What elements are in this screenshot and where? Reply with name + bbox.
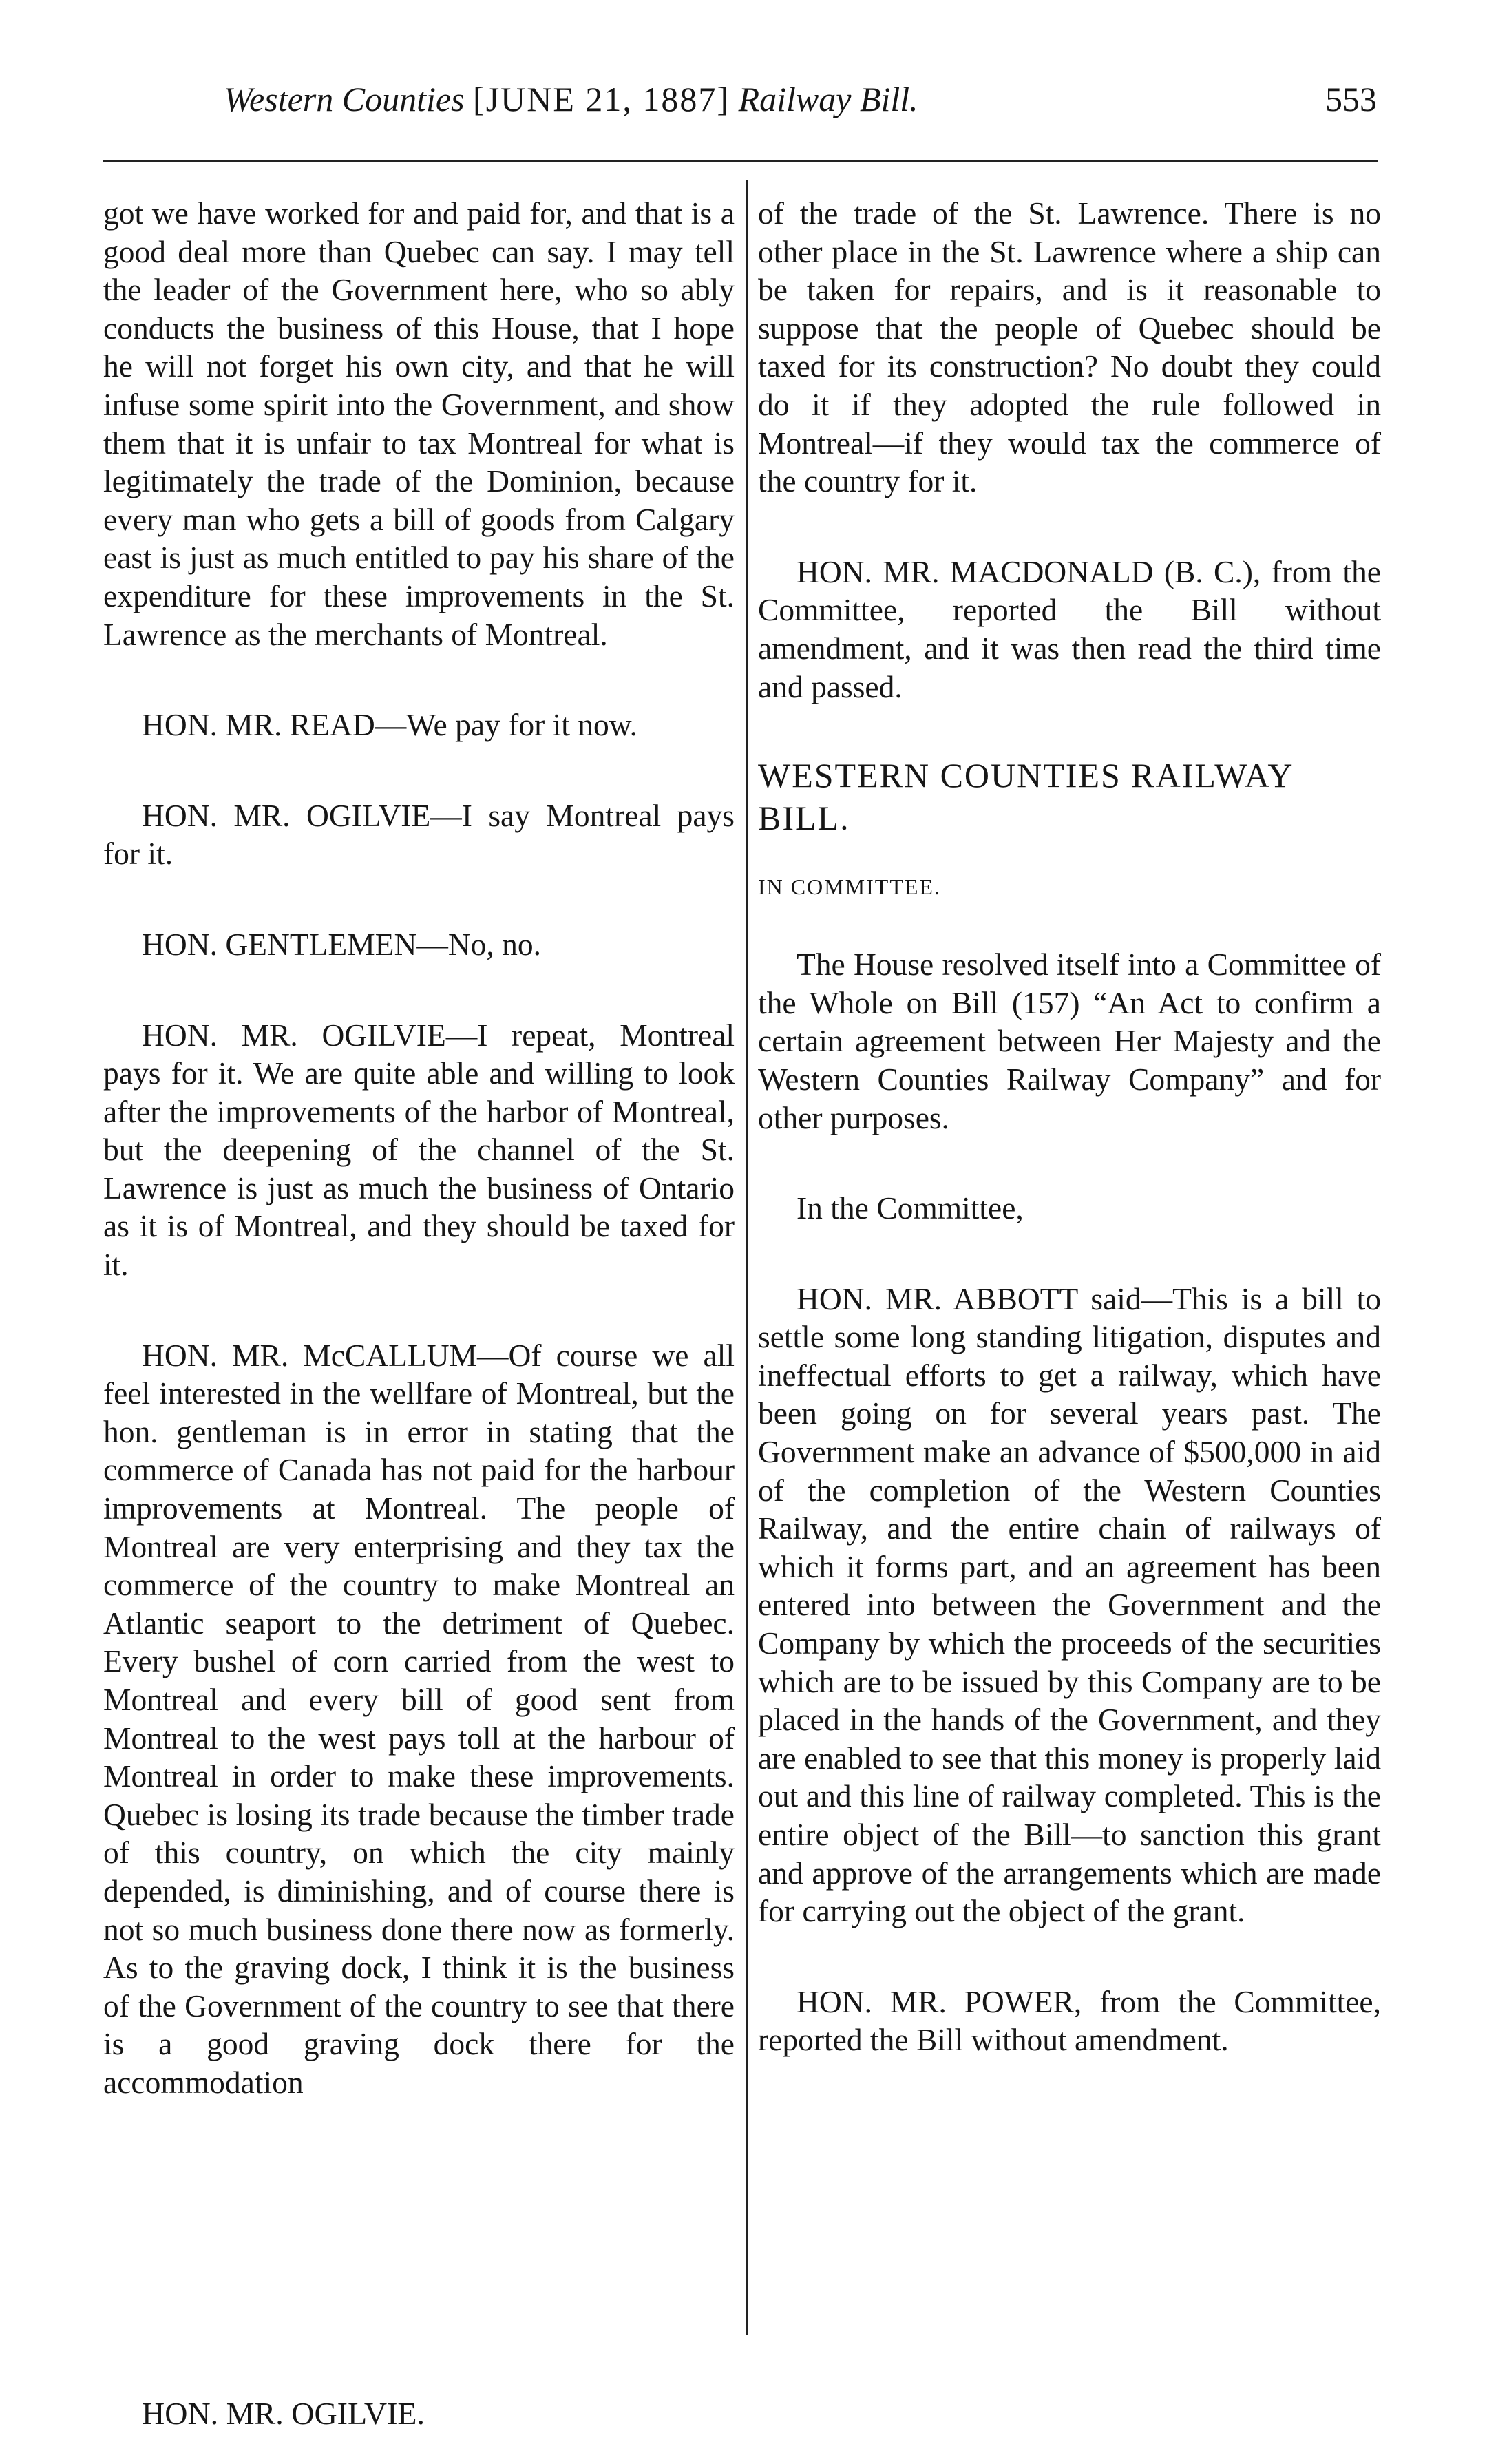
left-paragraph-4: HON. GENTLEMEN—No, no. <box>142 926 542 962</box>
left-paragraph-1: got we have worked for and paid for, and that is a good deal more than Quebec can say. I may tell the leader of the Government here, who so ably conducts the business of this House, that I hope he will not forget his own city, and that he will infuse some spirit into the Government, and show them that it is unfair to tax Montreal for what is legitimately the trade of the Dominion, because every man who gets a bill of goods from Calgary east is just as much entitled to pay his share of the expenditure for these improvements in the St. Lawrence as the merchants of Montreal. <box>103 196 735 652</box>
left-paragraph-2: HON. MR. READ—We pay for it now. <box>142 707 638 743</box>
right-column <box>758 194 1381 2059</box>
right-paragraph-3: The House resolved itself into a Committee of the Whole on Bill (157) “An Act to confirm a certain agreement between Her Majesty and the Western Counties Railway Company” and for other purposes. <box>758 947 1381 1135</box>
section-title-line-2: BILL. <box>758 799 850 838</box>
catchword: HON. MR. OGILVIE. <box>142 2396 425 2431</box>
subheading: IN COMMITTEE. <box>758 874 941 900</box>
header-title-left: Western Counties <box>224 80 465 118</box>
right-paragraph-2: HON. MR. MACDONALD (B. C.), from the Committee, reported the Bill without amendment, and it was then read the third time and passed. <box>758 554 1381 704</box>
page-number: 553 <box>1325 80 1377 118</box>
right-paragraph-5: HON. MR. ABBOTT said—This is a bill to settle some long standing litigation, disputes and ineffectual efforts to get a railway, which have been going on for several years past. The Government make an advance of $500,000 in aid of the completion of the Western Counties Railway, and the entire chain of railways of which it forms part, and an agreement has been entered into between the Government and the Company by which the proceeds of the securities which are to be issued by this Company are to be placed in the hands of the Government, and they are enabled to see that this money is properly laid out and this line of railway completed. This is the entire object of the Bill—to sanction this grant and approve of the arrangements which are made for carrying out the object of the grant. <box>758 1281 1381 1929</box>
running-header <box>103 72 1377 127</box>
left-paragraph-5: HON. MR. OGILVIE—I repeat, Montreal pays for it. We are quite able and willing to look after the improvements of the harbor of Montreal, but the deepening of the channel of the St. Lawrence is just as much the business of Ontario as it is of Montreal, and they should be taxed for it. <box>103 1017 735 1283</box>
right-paragraph-6: HON. MR. POWER, from the Committee, reported the Bill without amendment. <box>758 1983 1381 2058</box>
header-rule <box>103 160 1378 162</box>
column-divider <box>746 180 748 2335</box>
running-header-text <box>224 72 918 127</box>
right-paragraph-1: of the trade of the St. Lawrence. There is no other place in the St. Lawrence where a ship can be taken for repairs, and is it reasonable to suppose that the people of Quebec should be taxed for its construction? No doubt they could do it if they adopted the rule followed in Montreal—if they would tax the commerce of the country for it. <box>758 196 1381 499</box>
left-column <box>103 194 735 2102</box>
left-paragraph-3: HON. MR. OGILVIE—I say Montreal pays for it. <box>103 797 735 872</box>
right-paragraph-4: In the Committee, <box>797 1190 1024 1226</box>
section-title-line-1: WESTERN COUNTIES RAILWAY <box>758 756 1294 795</box>
left-paragraph-6: HON. MR. McCALLUM—Of course we all feel interested in the wellfare of Montreal, but the hon. gentleman is in error in stating that the commerce of Canada has not paid for the harbour improvements at Montreal. The people of Montreal are very enterprising and they tax the commerce of the country to make Montreal an Atlantic seaport to the detriment of Quebec. Every bushel of corn carried from the west to Montreal and every bill of good sent from Montreal to the west pays toll at the harbour of Montreal in order to make these improvements. Quebec is losing its trade because the timber trade of this country, on which the city mainly depended, is diminishing, and of course there is not so much business done there now as formerly. As to the graving dock, I think it is the business of the Government of the country to see that there is a good graving dock there for the accommodation <box>103 1337 735 2100</box>
section-heading <box>758 754 1381 839</box>
header-date: [JUNE 21, 1887] <box>473 80 730 118</box>
header-title-right: Railway Bill. <box>738 80 918 118</box>
